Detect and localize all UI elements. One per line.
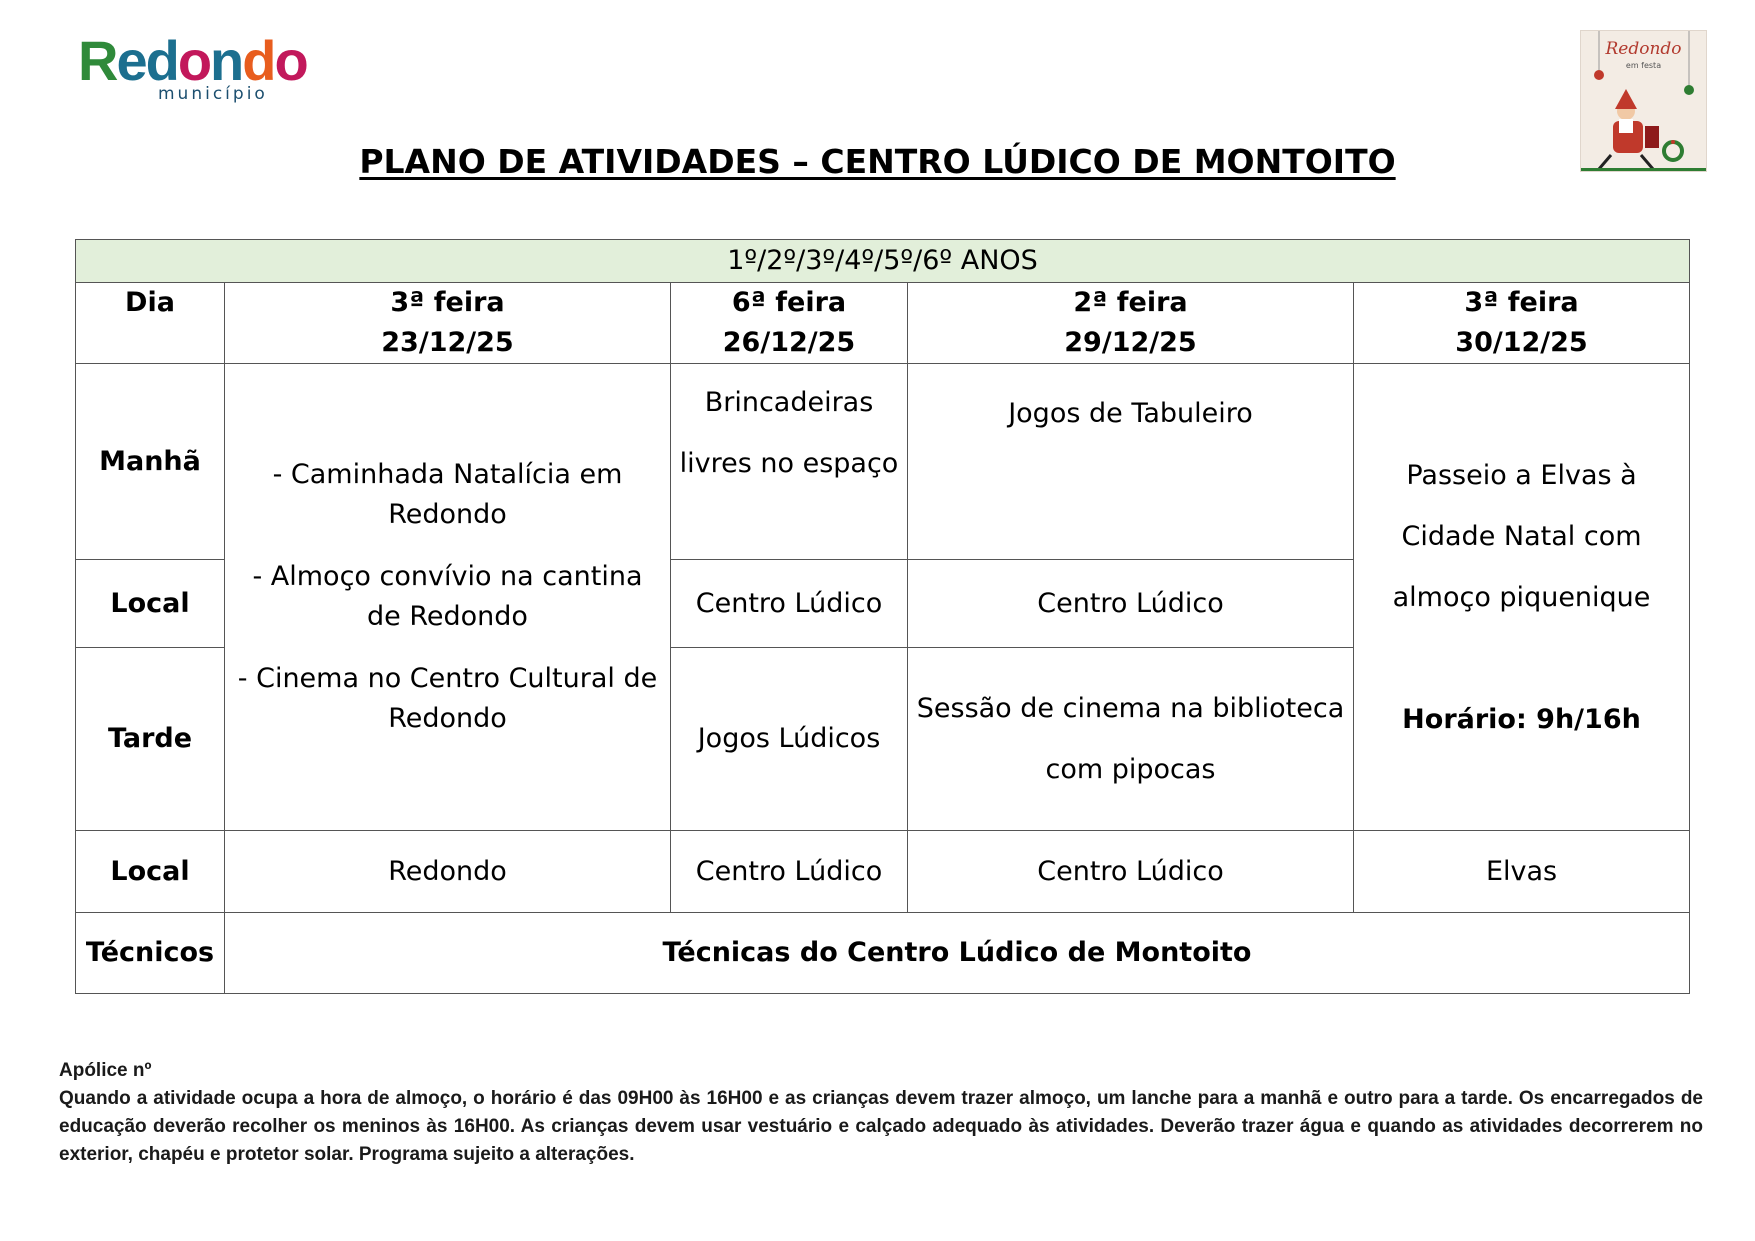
- day3-tarde: [908, 648, 1354, 831]
- page-title: PLANO DE ATIVIDADES – CENTRO LÚDICO DE MONTOITO: [359, 142, 1396, 181]
- day3-local: Centro Lúdico: [908, 560, 1354, 648]
- day-header-2: [671, 283, 908, 364]
- day1-activity-1: - Caminhada Natalícia em Redondo: [272, 459, 623, 530]
- day1-activity-2: - Almoço convívio na cantina de Redondo: [252, 561, 643, 632]
- dia-label: Dia: [76, 283, 225, 364]
- day4-horario: Horário: 9h/16h: [1402, 703, 1641, 735]
- day2-tarde: Jogos Lúdicos: [671, 648, 908, 831]
- day3-tarde-line1: Sessão de cinema na biblioteca: [916, 693, 1345, 724]
- local-day2: Centro Lúdico: [671, 831, 908, 913]
- tecnicos-value: Técnicas do Centro Lúdico de Montoito: [225, 913, 1690, 994]
- local-day3: Centro Lúdico: [908, 831, 1354, 913]
- day2-manha-line1: Brincadeiras: [704, 387, 874, 418]
- apolice-label: Apólice nº: [59, 1060, 152, 1081]
- day4-line1: Passeio a Elvas à: [1406, 459, 1637, 491]
- logo-subtitle: município: [158, 84, 268, 104]
- manha-row: [76, 364, 1690, 560]
- redondo-municipio-logo: [78, 28, 308, 108]
- day4-line2: Cidade Natal com: [1401, 520, 1642, 552]
- years-header: 1º/2º/3º/4º/5º/6º ANOS: [76, 240, 1690, 283]
- day-weekday: 3ª feira: [390, 287, 505, 318]
- day-weekday: 3ª feira: [1464, 287, 1579, 318]
- manha-label: Manhã: [76, 364, 225, 560]
- tecnicos-row: [76, 913, 1690, 994]
- day4-line3: almoço piquenique: [1392, 581, 1651, 613]
- day3-tarde-line2: com pipocas: [1045, 754, 1216, 785]
- poster-subtitle: em festa: [1625, 61, 1662, 70]
- day1-activities: [225, 364, 671, 831]
- local-day4: Elvas: [1354, 831, 1690, 913]
- day3-manha: Jogos de Tabuleiro: [908, 364, 1354, 560]
- local-day1: Redondo: [225, 831, 671, 913]
- days-header-row: [76, 283, 1690, 364]
- day-date: 30/12/25: [1455, 327, 1588, 358]
- local2-label: Local: [76, 831, 225, 913]
- local-label: Local: [76, 560, 225, 648]
- day-weekday: 6ª feira: [731, 287, 847, 318]
- years-row: [76, 240, 1690, 283]
- day-header-3: [908, 283, 1354, 364]
- tarde-label: Tarde: [76, 648, 225, 831]
- day-header-4: [1354, 283, 1690, 364]
- day4-activities: [1354, 364, 1690, 831]
- footer-notes: [59, 1057, 1703, 1169]
- day-date: 26/12/25: [722, 327, 856, 358]
- tecnicos-label: Técnicos: [76, 913, 225, 994]
- activities-table: [75, 239, 1690, 994]
- poster-title: Redondo: [1605, 39, 1682, 59]
- day-weekday: 2ª feira: [1073, 287, 1188, 318]
- day-header-1: [225, 283, 671, 364]
- day-date: 23/12/25: [381, 327, 514, 358]
- day2-manha: [671, 364, 908, 560]
- day2-manha-line2: livres no espaço: [679, 448, 899, 479]
- day2-local: Centro Lúdico: [671, 560, 908, 648]
- logo-wordmark: Redondo: [78, 29, 307, 92]
- footer-text: Quando a atividade ocupa a hora de almoço, o horário é das 09H00 às 16H00 e as crianças devem trazer almoço, um lanche para a manhã e outro para a tarde. Os encarregados de educação deverão recolher os meninos às 16H00. As crianças devem usar vestuário e calçado adequado às atividades. Deverão trazer água e quando as atividades decorrerem no exterior, chapéu e protetor solar. Programa sujeito a alterações.: [59, 1088, 1703, 1165]
- day1-activity-3: - Cinema no Centro Cultural de Redondo: [237, 663, 658, 734]
- day-date: 29/12/25: [1064, 327, 1197, 358]
- local-row-2: [76, 831, 1690, 913]
